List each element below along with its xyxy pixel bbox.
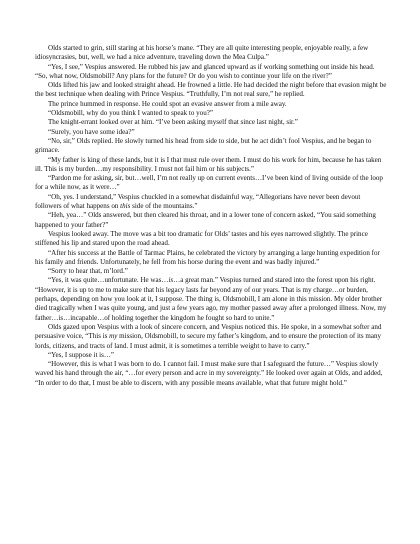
paragraph: “Pardon me for asking, sir, but…well, I’m not really up on current events…I’ve been kind of living outside of the loop for a while now, as it were…” [35, 174, 383, 192]
paragraph: “Heh, yea…” Olds answered, but then cleared his throat, and in a lower tone of concern asked, “You said something happened to your father?” [35, 211, 376, 229]
italic-word: is [168, 276, 174, 285]
paragraph: “Surely, you have some idea?” [48, 127, 135, 136]
paragraph: “Oh, yes. I understand,” Vespius chuckled in a somewhat disdainful way, “Allegorians have never been devout followers of what happens on this side of the mountains.” [35, 192, 361, 211]
paragraph: “Sorry to hear that, m’lord.” [48, 267, 128, 276]
italic-word: my [109, 332, 118, 341]
paragraph: “Yes, I suppose it is…” [48, 350, 115, 359]
paragraph: The knight-errant looked over at him. “I’ve been asking myself that since last night, sir.” [48, 118, 298, 127]
paragraph: “Yes, it was quite…unfortunate. He was…is…a great man.” Vespius turned and stared into the forest upon his right. “However, it is up to me to make sure that his legacy lasts far beyond any of our years. That is my charge…or burden, perhaps, depending on how you look at it, I suppose. The thing is, Oldsmobill, I am alone in this mission. My older brother died tragically when I was quite young, and just a few years ago, my mother passed away after a prolonged illness. Now, my father…is…incapable…of holding together the kingdom he fought so hard to unite.” [35, 276, 387, 322]
paragraph: Olds started to grin, still staring at his horse’s mane. “They are all quite interesting people, enjoyable really, a few idiosyncrasies, but, well, we had a nice adventure, traveling down the Mea Culpa.” [35, 44, 369, 62]
paragraph: “No, sir,” Olds replied. He slowly turned his head from side to side, but he act didn’t fool Vespius, and he began to grimace. [35, 136, 372, 155]
paragraph: Olds gazed upon Vespius with a look of sincere concern, and Vespius noticed this. He spoke, in a somewhat softer and persuasive voice, “This is my mission, Oldsmobill, to secure my father’s kingdom, and to ensure the protection of its many lords, citizens, and tracts of land. I must admit, it is sometimes a terrible weight to have to carry.” [35, 322, 382, 350]
italic-word: this [120, 202, 131, 211]
paragraph: “My father is king of these lands, but it is I that must rule over them. I must do his work for him, because he has taken ill. This is my burden…my responsibility. I must not fail him or his subjects.” [35, 155, 382, 173]
paragraph: “However, this is what I was born to do. I cannot fail. I must make sure that I safeguard the future…” Vespius slowly waved his hand through the air, “…for every person and acre in my sovereignty.” He looked over again at Olds, and added, “In order to do that, I must be able to discern, with any possible means available, what that future might hold.” [35, 360, 383, 387]
paragraph: The prince hummed in response. He could spot an evasive answer from a mile away. [48, 99, 287, 108]
paragraph: “Oldsmobill, why do you think I wanted to speak to you?” [48, 109, 213, 118]
paragraph: Vespius looked away. The move was a bit too dramatic for Olds’ tastes and his eyes narrowed slightly. The prince stiffened his lip and stared upon the road ahead. [35, 229, 368, 248]
paragraph: “Yes, I see,” Vespius answered. He rubbed his jaw and glanced upward as if working something out inside his head. “So, what now, Oldsmobill? Any plans for the future? Or do you wish to continue your life on the river?” [35, 62, 375, 80]
paragraph: “After his success at the Battle of Tarmac Plains, he celebrated the victory by arranging a large hunting expedition for his family and friends. Unfortunately, he fell from his horse during the event and was badly injured.” [35, 248, 380, 266]
paragraph: Olds lifted his jaw and looked straight ahead. He frowned a little. He had decided the night before that evasion might be the best technique when dealing with Prince Vespius. “Truthfully, I’m not real sure,” he replied. [35, 81, 387, 99]
